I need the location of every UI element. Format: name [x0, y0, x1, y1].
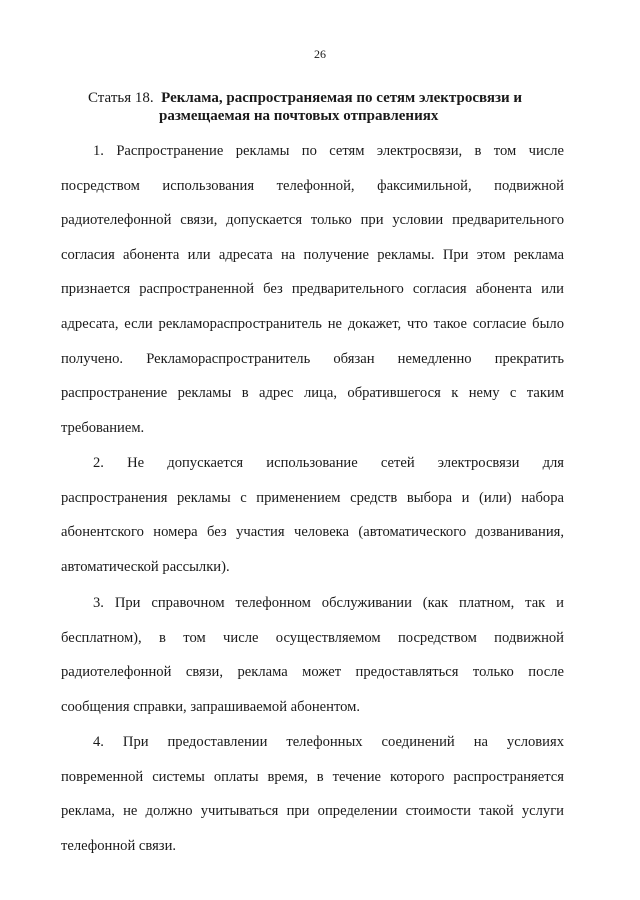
- paragraph-line: реклама, не должно учитываться при определении стоимости такой услуги: [61, 803, 564, 820]
- paragraph-line: получено. Рекламораспространитель обязан немедленно прекратить: [61, 350, 564, 367]
- paragraph-line: 2. Не допускается использование сетей электросвязи для: [93, 455, 564, 471]
- article-heading-line-1: [88, 89, 548, 107]
- paragraph-line: повременной системы оплаты время, в течение которого распространяется: [61, 768, 564, 785]
- paragraph-line: распространение рекламы в адрес лица, обратившегося к нему с таким: [61, 385, 564, 402]
- paragraph-line: сообщения справки, запрашиваемой абонентом.: [61, 698, 361, 715]
- paragraph-line: радиотелефонной связи, реклама может предоставляться только после: [61, 664, 564, 681]
- article-title-part-2: размещаемая на почтовых отправлениях: [159, 108, 439, 124]
- paragraph-line: согласия абонента или адресата на получение рекламы. При этом реклама: [61, 246, 564, 263]
- paragraph-line: 1. Распространение рекламы по сетям электросвязи, в том числе: [93, 143, 564, 159]
- paragraph-1: [61, 134, 564, 445]
- paragraph-line: 3. При справочном телефонном обслуживании (как платном, так и: [93, 595, 564, 611]
- paragraph-line: 4. При предоставлении телефонных соединений на условиях: [93, 734, 564, 750]
- article-title-part-1: Реклама, распространяемая по сетям электросвязи и: [161, 90, 523, 106]
- paragraph-line: распространения рекламы с применением средств выбора и (или) набора: [61, 489, 564, 506]
- paragraph-line: посредством использования телефонной, факсимильной, подвижной: [61, 177, 564, 194]
- paragraph-line: адресата, если рекламораспространитель не докажет, что такое согласие было: [61, 315, 564, 332]
- paragraph-line: автоматической рассылки).: [61, 558, 230, 575]
- article-number: Статья 18.: [88, 90, 154, 106]
- paragraph-line: радиотелефонной связи, допускается только при условии предварительного: [61, 212, 564, 229]
- paragraph-line: признается распространенной без предварительного согласия абонента или: [61, 281, 564, 298]
- paragraph-line: абонентского номера без участия человека (автоматического дозванивания,: [61, 524, 564, 541]
- paragraph-line: телефонной связи.: [61, 837, 177, 854]
- paragraph-line: бесплатном), в том числе осуществляемом посредством подвижной: [61, 629, 564, 646]
- paragraph-4: [61, 725, 564, 863]
- article-heading: [88, 89, 548, 125]
- paragraph-line: требованием.: [61, 419, 145, 436]
- paragraph-3: [61, 586, 564, 724]
- page-number: 26: [314, 47, 326, 61]
- paragraph-2: [61, 446, 564, 584]
